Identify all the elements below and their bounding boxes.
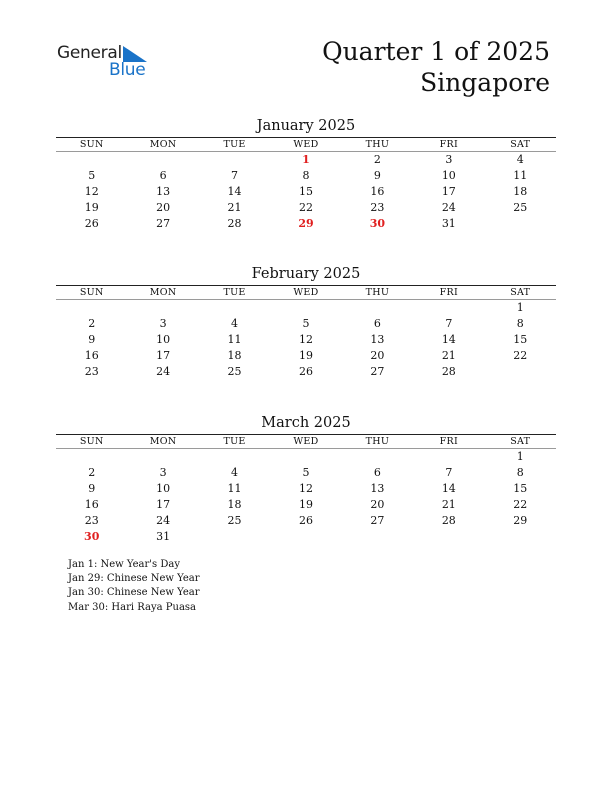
month-title: January 2025 xyxy=(256,118,356,134)
day-cell: 21 xyxy=(441,349,456,362)
day-cell: 22 xyxy=(513,498,528,511)
day-cell: 6 xyxy=(373,466,381,479)
day-cell: 4 xyxy=(516,153,524,166)
day-cell: 9 xyxy=(373,169,381,182)
weekday-header: WED xyxy=(270,435,341,449)
month-march xyxy=(56,414,556,545)
holiday-note: Mar 30: Hari Raya Puasa xyxy=(68,601,197,613)
day-cell: 24 xyxy=(156,514,171,527)
day-cell: 21 xyxy=(441,498,456,511)
holiday-note: Jan 30: Chinese New Year xyxy=(68,587,200,599)
holiday-note: Jan 29: Chinese New Year xyxy=(68,573,200,585)
day-cell: 28 xyxy=(227,217,242,230)
day-cell: 13 xyxy=(370,482,385,495)
day-cell: 12 xyxy=(298,482,313,495)
weekday-header: SUN xyxy=(56,286,127,300)
day-cell: 6 xyxy=(373,317,381,330)
logo-text-general: General xyxy=(57,43,122,63)
day-cell: 26 xyxy=(84,217,99,230)
holiday-day-cell: 30 xyxy=(369,217,386,230)
month-title: March 2025 xyxy=(261,415,351,431)
day-cell: 16 xyxy=(84,349,99,362)
day-cell: 7 xyxy=(445,317,453,330)
day-cell: 6 xyxy=(159,169,167,182)
weekday-header: THU xyxy=(342,286,413,300)
day-cell: 18 xyxy=(227,349,242,362)
day-cell: 17 xyxy=(441,185,456,198)
day-cell: 19 xyxy=(84,201,99,214)
empty-day-cell xyxy=(127,152,198,168)
day-cell: 31 xyxy=(156,530,171,543)
empty-day-cell xyxy=(342,449,413,465)
weekday-header: FRI xyxy=(413,435,484,449)
weekday-header: FRI xyxy=(413,138,484,152)
day-cell: 19 xyxy=(298,498,313,511)
day-cell: 31 xyxy=(441,217,456,230)
day-cell: 10 xyxy=(441,169,456,182)
weekday-header: THU xyxy=(342,138,413,152)
day-cell: 1 xyxy=(516,450,524,463)
empty-day-cell xyxy=(413,449,484,465)
day-cell: 29 xyxy=(513,514,528,527)
holiday-day-cell: 30 xyxy=(84,530,100,543)
day-cell: 24 xyxy=(441,201,456,214)
day-cell: 17 xyxy=(156,498,171,511)
day-cell: 3 xyxy=(159,466,167,479)
day-cell: 19 xyxy=(298,349,313,362)
page-title xyxy=(322,36,550,98)
day-cell: 14 xyxy=(441,482,456,495)
day-cell: 2 xyxy=(88,466,96,479)
day-cell: 4 xyxy=(231,317,239,330)
generalblue-logo xyxy=(57,43,157,83)
day-cell: 3 xyxy=(159,317,167,330)
weekday-header: SAT xyxy=(485,435,556,449)
weekday-header: SAT xyxy=(485,286,556,300)
day-cell: 4 xyxy=(231,466,239,479)
day-cell: 3 xyxy=(445,153,453,166)
day-cell: 2 xyxy=(88,317,96,330)
day-cell: 23 xyxy=(84,365,99,378)
weekday-header: SUN xyxy=(56,435,127,449)
day-cell: 18 xyxy=(513,185,528,198)
day-cell: 27 xyxy=(370,514,385,527)
day-cell: 17 xyxy=(156,349,171,362)
day-cell: 21 xyxy=(227,201,242,214)
day-cell: 18 xyxy=(227,498,242,511)
day-cell: 22 xyxy=(513,349,528,362)
day-cell: 25 xyxy=(227,514,242,527)
day-cell: 25 xyxy=(227,365,242,378)
day-cell: 8 xyxy=(516,466,524,479)
weekday-header: FRI xyxy=(413,286,484,300)
day-cell: 5 xyxy=(302,317,310,330)
day-cell: 14 xyxy=(227,185,242,198)
day-cell: 7 xyxy=(445,466,453,479)
day-cell: 26 xyxy=(298,514,313,527)
day-cell: 11 xyxy=(227,482,242,495)
weekday-header: TUE xyxy=(199,138,270,152)
day-cell: 7 xyxy=(231,169,239,182)
day-cell: 13 xyxy=(370,333,385,346)
weekday-header: TUE xyxy=(199,286,270,300)
day-cell: 8 xyxy=(516,317,524,330)
month-title: February 2025 xyxy=(251,266,361,282)
day-cell: 27 xyxy=(156,217,171,230)
weekday-header: WED xyxy=(270,138,341,152)
day-cell: 9 xyxy=(88,333,96,346)
holiday-note: Jan 1: New Year's Day xyxy=(68,559,180,570)
calendar-grid xyxy=(56,435,556,545)
day-cell: 15 xyxy=(298,185,313,198)
day-cell: 11 xyxy=(513,169,528,182)
day-cell: 23 xyxy=(370,201,385,214)
day-cell: 25 xyxy=(513,201,528,214)
month-february xyxy=(56,265,556,380)
day-cell: 9 xyxy=(88,482,96,495)
day-cell: 23 xyxy=(84,514,99,527)
day-cell: 16 xyxy=(84,498,99,511)
calendar-grid xyxy=(56,138,556,232)
month-january xyxy=(56,117,556,232)
day-cell: 20 xyxy=(156,201,171,214)
holiday-day-cell: 1 xyxy=(302,153,310,166)
day-cell: 5 xyxy=(88,169,96,182)
empty-day-cell xyxy=(56,152,127,168)
day-cell: 5 xyxy=(302,466,310,479)
day-cell: 12 xyxy=(298,333,313,346)
empty-day-cell xyxy=(270,449,341,465)
day-cell: 8 xyxy=(302,169,310,182)
weekday-header: MON xyxy=(127,286,198,300)
empty-day-cell xyxy=(413,300,484,316)
empty-day-cell xyxy=(199,300,270,316)
day-cell: 15 xyxy=(513,482,528,495)
empty-day-cell xyxy=(199,449,270,465)
day-cell: 20 xyxy=(370,349,385,362)
holiday-notes xyxy=(68,558,200,615)
day-cell: 10 xyxy=(156,482,171,495)
day-cell: 12 xyxy=(84,185,99,198)
calendar-grid xyxy=(56,286,556,380)
title-quarter: Quarter 1 of 2025 xyxy=(322,37,550,66)
weekday-header: MON xyxy=(127,435,198,449)
empty-day-cell xyxy=(199,152,270,168)
day-cell: 28 xyxy=(441,514,456,527)
day-cell: 1 xyxy=(516,301,524,314)
day-cell: 15 xyxy=(513,333,528,346)
day-cell: 2 xyxy=(373,153,381,166)
day-cell: 27 xyxy=(370,365,385,378)
weekday-header: MON xyxy=(127,138,198,152)
day-cell: 24 xyxy=(156,365,171,378)
empty-day-cell xyxy=(342,300,413,316)
day-cell: 22 xyxy=(298,201,313,214)
day-cell: 13 xyxy=(156,185,171,198)
empty-day-cell xyxy=(56,449,127,465)
day-cell: 26 xyxy=(298,365,313,378)
day-cell: 10 xyxy=(156,333,171,346)
weekday-header: TUE xyxy=(199,435,270,449)
day-cell: 11 xyxy=(227,333,242,346)
empty-day-cell xyxy=(127,300,198,316)
holiday-day-cell: 29 xyxy=(298,217,314,230)
logo-text-blue: Blue xyxy=(109,60,146,80)
weekday-header: THU xyxy=(342,435,413,449)
empty-day-cell xyxy=(270,300,341,316)
weekday-header: WED xyxy=(270,286,341,300)
weekday-header: SUN xyxy=(56,138,127,152)
weekday-header: SAT xyxy=(485,138,556,152)
day-cell: 16 xyxy=(370,185,385,198)
empty-day-cell xyxy=(56,300,127,316)
empty-day-cell xyxy=(127,449,198,465)
day-cell: 28 xyxy=(441,365,456,378)
day-cell: 20 xyxy=(370,498,385,511)
day-cell: 14 xyxy=(441,333,456,346)
title-country: Singapore xyxy=(420,68,550,97)
